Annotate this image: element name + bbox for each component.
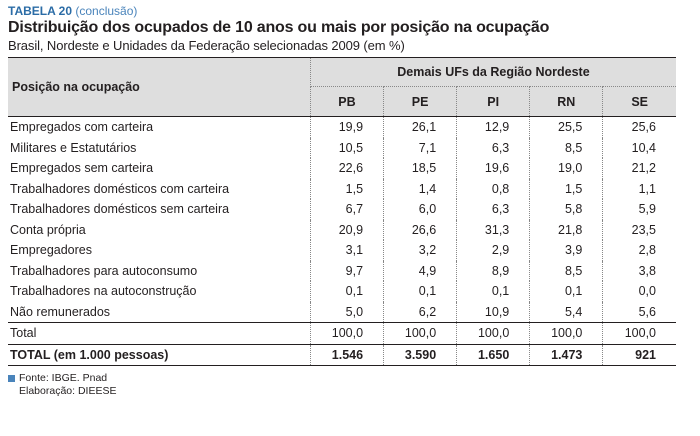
table-notes [8, 372, 692, 398]
cell-value: 100,0 [603, 323, 676, 345]
table-row [8, 261, 676, 282]
cell-value: 18,5 [384, 158, 457, 179]
cell-value: 31,3 [457, 220, 530, 241]
row-label: Não remunerados [10, 304, 111, 319]
table-number: TABELA 20 [8, 4, 73, 18]
cell-value: 19,9 [310, 117, 383, 138]
row-label: Trabalhadores domésticos com carteira [10, 181, 230, 196]
cell-value: 19,6 [457, 158, 530, 179]
table-row [8, 199, 676, 220]
cell-value: 3,8 [603, 261, 676, 282]
elaboration-note: Elaboração: DIEESE [19, 385, 117, 397]
cell-value: 25,5 [530, 117, 603, 138]
cell-value: 0,1 [310, 281, 383, 302]
grand-total-label: TOTAL (em 1.000 pessoas) [8, 344, 310, 366]
cell-value: 6,2 [384, 302, 457, 323]
cell-value: 8,5 [530, 261, 603, 282]
cell-value: 1,4 [384, 179, 457, 200]
table-row [8, 179, 676, 200]
cell-value: 22,6 [310, 158, 383, 179]
cell-value: 2,9 [457, 240, 530, 261]
cell-value: 6,0 [384, 199, 457, 220]
row-label: Empregadores [10, 243, 92, 258]
cell-value: 5,4 [530, 302, 603, 323]
cell-value: 25,6 [603, 117, 676, 138]
cell-value: 23,5 [603, 220, 676, 241]
table-body [8, 117, 676, 366]
cell-value: 3,2 [384, 240, 457, 261]
table-row [8, 240, 676, 261]
cell-value: 2,8 [603, 240, 676, 261]
cell-value: 12,9 [457, 117, 530, 138]
cell-value: 3,9 [530, 240, 603, 261]
cell-value: 1.473 [530, 344, 603, 366]
row-header: Posição na ocupação [8, 58, 310, 117]
cell-value: 26,1 [384, 117, 457, 138]
data-table [8, 57, 676, 366]
cell-value: 0,1 [384, 281, 457, 302]
table-row [8, 138, 676, 159]
cell-value: 921 [603, 344, 676, 366]
cell-value: 8,9 [457, 261, 530, 282]
column-header-pb: PB [310, 87, 383, 117]
cell-value: 26,6 [384, 220, 457, 241]
cell-value: 100,0 [384, 323, 457, 345]
table-row [8, 281, 676, 302]
table-subtitle: Brasil, Nordeste e Unidades da Federação selecionadas 2009 (em %) [8, 38, 405, 53]
cell-value: 3,1 [310, 240, 383, 261]
column-header-rn: RN [530, 87, 603, 117]
cell-value: 20,9 [310, 220, 383, 241]
cell-value: 6,3 [457, 138, 530, 159]
square-bullet-icon [8, 375, 15, 382]
cell-value: 5,6 [603, 302, 676, 323]
cell-value: 6,7 [310, 199, 383, 220]
table-kicker [8, 4, 692, 18]
row-label: Empregados sem carteira [10, 161, 154, 176]
cell-value: 0,0 [603, 281, 676, 302]
source-note: Fonte: IBGE. Pnad [19, 372, 108, 384]
table-title: Distribuição dos ocupados de 10 anos ou mais por posição na ocupação [8, 19, 550, 36]
cell-value: 9,7 [310, 261, 383, 282]
row-label: Militares e Estatutários [10, 140, 137, 155]
cell-value: 10,9 [457, 302, 530, 323]
group-header: Demais UFs da Região Nordeste [310, 58, 676, 87]
cell-value: 10,5 [310, 138, 383, 159]
cell-value: 19,0 [530, 158, 603, 179]
cell-value: 100,0 [530, 323, 603, 345]
continuation-label: (conclusão) [75, 4, 138, 18]
column-header-pi: PI [457, 87, 530, 117]
column-header-se: SE [603, 87, 676, 117]
row-label: Empregados com carteira [10, 120, 154, 135]
grand-total-row [8, 344, 676, 366]
row-label: Trabalhadores na autoconstrução [10, 284, 197, 299]
table-figure [8, 4, 692, 398]
cell-value: 0,1 [457, 281, 530, 302]
table-header [8, 58, 676, 117]
cell-value: 6,3 [457, 199, 530, 220]
cell-value: 5,9 [603, 199, 676, 220]
cell-value: 10,4 [603, 138, 676, 159]
row-label: Conta própria [10, 222, 86, 237]
row-label: Trabalhadores para autoconsumo [10, 263, 198, 278]
cell-value: 5,0 [310, 302, 383, 323]
cell-value: 100,0 [310, 323, 383, 345]
cell-value: 1.546 [310, 344, 383, 366]
table-row [8, 220, 676, 241]
cell-value: 7,1 [384, 138, 457, 159]
cell-value: 0,8 [457, 179, 530, 200]
cell-value: 1,5 [310, 179, 383, 200]
cell-value: 1.650 [457, 344, 530, 366]
row-label: Trabalhadores domésticos sem carteira [10, 202, 230, 217]
cell-value: 4,9 [384, 261, 457, 282]
cell-value: 21,8 [530, 220, 603, 241]
table-row [8, 158, 676, 179]
cell-value: 3.590 [384, 344, 457, 366]
cell-value: 100,0 [457, 323, 530, 345]
table-row [8, 117, 676, 138]
table-row [8, 302, 676, 323]
total-label: Total [8, 323, 310, 345]
cell-value: 8,5 [530, 138, 603, 159]
cell-value: 0,1 [530, 281, 603, 302]
cell-value: 1,1 [603, 179, 676, 200]
column-header-pe: PE [384, 87, 457, 117]
cell-value: 21,2 [603, 158, 676, 179]
cell-value: 5,8 [530, 199, 603, 220]
total-row [8, 323, 676, 345]
cell-value: 1,5 [530, 179, 603, 200]
